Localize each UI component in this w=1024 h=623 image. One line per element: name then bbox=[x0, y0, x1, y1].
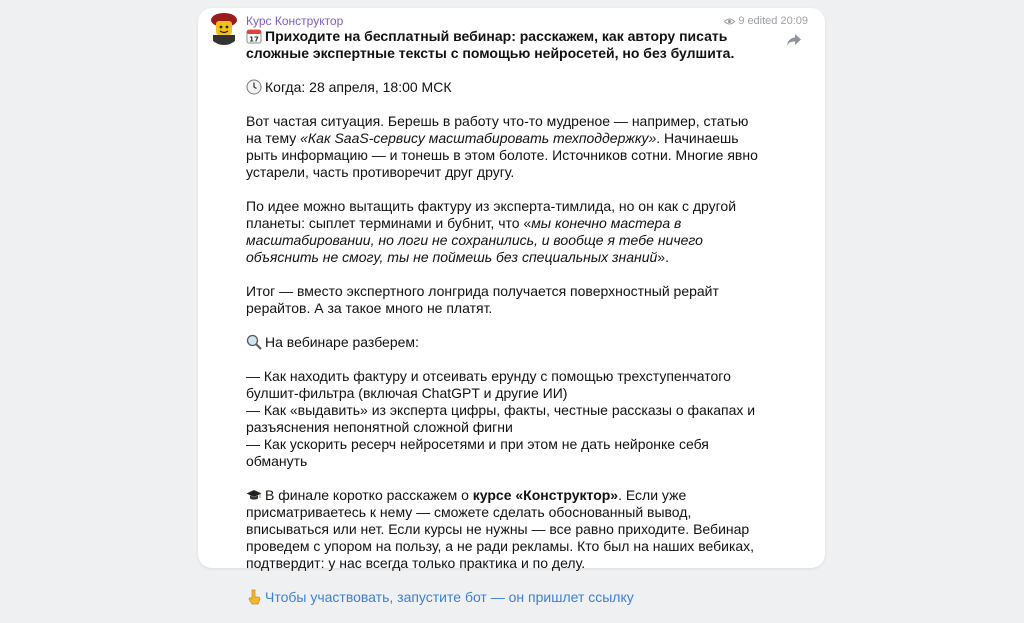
list-item: — Как «выдавить» из эксперта цифры, факты, честные рассказы о факапах и разъяснения непонятной сложной фигни bbox=[246, 402, 756, 435]
paragraph-2 bbox=[246, 198, 766, 266]
cta-link[interactable]: Чтобы участвовать, запустите бот — он пришлет ссылку bbox=[265, 589, 634, 605]
clock-icon bbox=[246, 79, 262, 95]
paragraph-2-text-a: По идее можно вытащить фактуру из эксперта-тимлида, но он как с другой планеты: сыплет терминами и бубнит, что « bbox=[246, 198, 737, 231]
channel-name[interactable]: Курс Конструктор bbox=[246, 14, 344, 28]
edited-time: edited 20:09 bbox=[747, 15, 808, 27]
magnifier-icon bbox=[246, 334, 262, 350]
paragraph-2-italic: мы конечно мастера в масштабировании, но логи не сохранились, и вообще я тебе ничего объяснить не смогу, ты не поймешь без специальных знаний bbox=[246, 215, 703, 265]
pointing-down-icon bbox=[246, 589, 262, 605]
message-meta bbox=[724, 14, 808, 28]
share-icon[interactable] bbox=[786, 33, 802, 47]
views-count: 9 bbox=[738, 15, 745, 27]
webinar-heading bbox=[246, 334, 766, 351]
cta-line bbox=[246, 589, 766, 606]
when-line bbox=[246, 79, 766, 96]
post-title bbox=[246, 28, 766, 62]
eye-icon bbox=[724, 16, 735, 27]
post-title-text: Приходите на бесплатный вебинар: расскажем, как автору писать сложные экспертные тексты с помощью нейросетей, но без булшита. bbox=[246, 28, 735, 61]
course-name: курсе «Конструктор» bbox=[472, 487, 619, 503]
channel-avatar[interactable] bbox=[207, 11, 241, 45]
paragraph-2-text-b: ». bbox=[657, 249, 669, 265]
paragraph-1-text-a: Вот частая ситуация. Берешь в работу что-то мудреное — например, статью на тему bbox=[246, 113, 749, 146]
paragraph-1 bbox=[246, 113, 766, 181]
list-item: — Как ускорить ресерч нейросетями и при этом не дать нейронке себя обмануть bbox=[246, 436, 709, 469]
paragraph-1-italic: «Как SaaS-сервису масштабировать техподдержку» bbox=[300, 130, 657, 146]
calendar-icon bbox=[246, 28, 262, 44]
message-body bbox=[246, 28, 766, 623]
final-paragraph bbox=[246, 487, 766, 572]
svg-text:17: 17 bbox=[249, 35, 259, 44]
graduation-cap-icon bbox=[246, 487, 262, 503]
list-item: — Как находить фактуру и отсеивать ерунду с помощью трехступенчатого булшит-фильтра (включая ChatGPT и другие ИИ) bbox=[246, 368, 731, 401]
paragraph-1-text-b: . Начинаешь рыть информацию — и тонешь в этом болоте. Источников сотни. Многие явно устарели, часть противоречит друг другу. bbox=[246, 130, 758, 180]
when-text: Когда: 28 апреля, 18:00 МСК bbox=[265, 79, 452, 95]
webinar-list bbox=[246, 368, 766, 470]
final-text-a: В финале коротко расскажем о bbox=[265, 487, 473, 503]
paragraph-3: Итог — вместо экспертного лонгрида получается поверхностный рерайт рерайтов. А за такое много не платят. bbox=[246, 283, 719, 316]
final-text-c: . Если уже присматриваетесь к нему — сможете сделать обоснованный вывод, вписываться или нет. Если курсы не нужны — все равно приходите. Вебинар проведем с упором на пользу, а не ради рекламы. Кто был на наших вебиках, подтвердит: у нас всегда только практика и по делу. bbox=[246, 487, 755, 571]
webinar-heading-text: На вебинаре разберем: bbox=[265, 334, 419, 350]
